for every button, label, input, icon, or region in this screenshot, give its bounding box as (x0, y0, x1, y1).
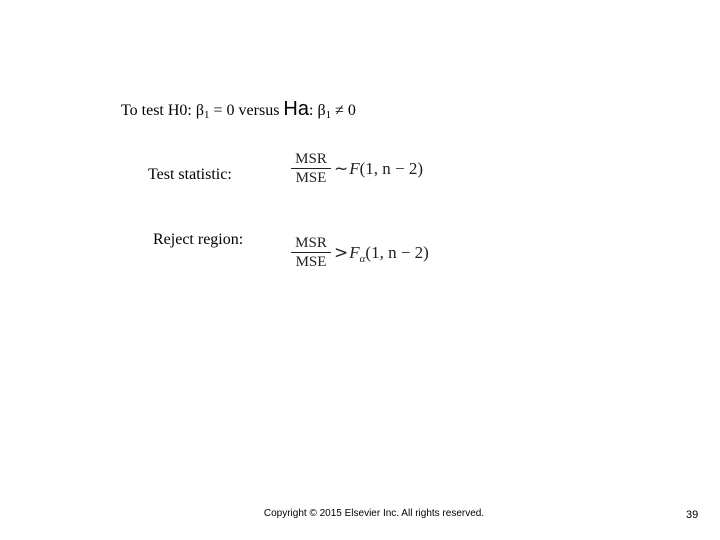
f-distribution-name: F (349, 158, 360, 178)
test-statistic-label: Test statistic: (148, 166, 232, 183)
alternative-colon: : (309, 102, 318, 119)
alt-beta-subscript: 1 (325, 109, 332, 121)
f-distribution (349, 159, 423, 179)
reject-region-label: Reject region: (153, 231, 244, 248)
f-alpha-critical-value (349, 243, 429, 263)
reject-region-formula (291, 234, 429, 271)
fraction-numerator: MSR (295, 235, 327, 251)
greater-than-symbol: > (334, 242, 349, 263)
fraction-denominator: MSE (295, 170, 327, 187)
hypothesis-statement (121, 96, 356, 125)
null-hypothesis-rest: = 0 versus (209, 102, 284, 119)
fraction-denominator: MSE (295, 254, 327, 271)
f-distribution-name: F (349, 242, 360, 262)
fraction-numerator: MSR (295, 151, 327, 167)
alt-beta-symbol: β (317, 102, 326, 119)
alternative-hypothesis-rest: ≠ 0 (331, 102, 356, 119)
alpha-subscript: α (359, 252, 366, 265)
test-statistic-formula (291, 150, 423, 187)
msr-mse-fraction (291, 234, 331, 271)
f-distribution-args: (1, n − 2) (365, 242, 429, 262)
copyright-notice: Copyright © 2015 Elsevier Inc. All rights reserved. (263, 508, 485, 519)
f-distribution-args: (1, n − 2) (359, 158, 424, 178)
distributed-as-symbol: ~ (334, 158, 349, 179)
hypothesis-prefix: To test H0: (121, 102, 196, 119)
alternative-hypothesis-label: Ha (283, 98, 309, 120)
beta-symbol: β (195, 102, 205, 119)
msr-mse-fraction (291, 150, 331, 187)
page-number: 39 (686, 509, 699, 521)
beta-subscript: 1 (204, 109, 210, 121)
